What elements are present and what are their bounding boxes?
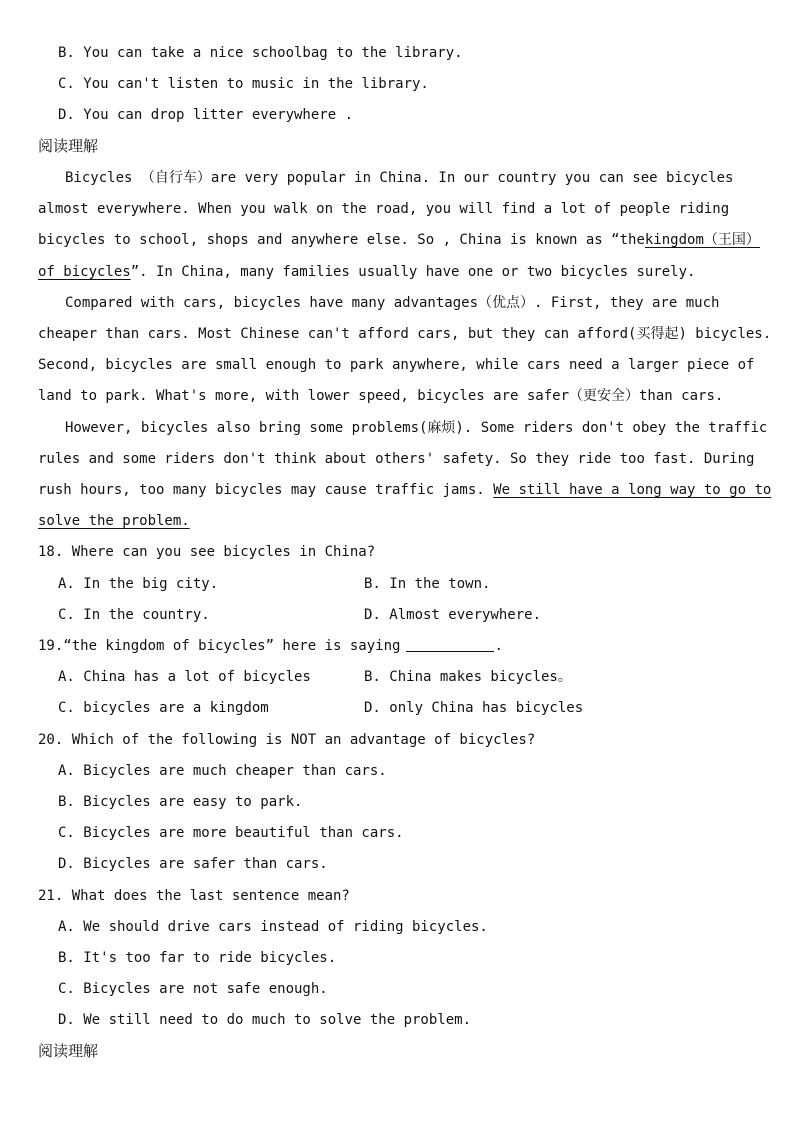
underlined-phrase: kingdom（王国） <box>644 232 760 248</box>
option-line: B. You can take a nice schoolbag to the library. <box>58 45 463 61</box>
section-title: 阅读理解 <box>38 1042 99 1060</box>
answer-option: A. In the big city. <box>58 576 219 592</box>
answer-option: C. Bicycles are more beautiful than cars. <box>58 825 404 841</box>
answer-option: B. Bicycles are easy to park. <box>58 794 303 810</box>
passage-line: rules and some riders don't think about others' safety. So they ride too fast. During <box>38 451 755 467</box>
option-row <box>58 600 750 631</box>
option-row <box>58 693 750 724</box>
section-title: 阅读理解 <box>38 137 99 155</box>
question-text-end: . <box>494 638 503 654</box>
passage-line: land to park. What's more, with lower speed, bicycles are safer（更安全）than cars. <box>38 388 724 404</box>
passage-line: Bicycles （自行车）are very popular in China. In our country you can see bicycles <box>65 170 734 186</box>
answer-option: A. We should drive cars instead of riding bicycles. <box>58 919 488 935</box>
passage-line: Second, bicycles are small enough to park anywhere, while cars need a larger piece of <box>38 357 755 373</box>
answer-option: A. China has a lot of bicycles <box>58 669 311 685</box>
option-line: D. You can drop litter everywhere . <box>58 107 354 123</box>
option-row <box>58 662 750 693</box>
answer-option: C. bicycles are a kingdom <box>58 700 269 716</box>
passage-line: almost everywhere. When you walk on the road, you will find a lot of people riding <box>38 201 730 217</box>
passage-line <box>38 506 750 537</box>
passage-line: Compared with cars, bicycles have many advantages（优点）. First, they are much <box>65 295 720 311</box>
answer-option: C. Bicycles are not safe enough. <box>58 981 328 997</box>
question-stem: 21. What does the last sentence mean? <box>38 888 350 904</box>
question-stem: 20. Which of the following is NOT an advantage of bicycles? <box>38 732 536 748</box>
underlined-sentence: We still have a long way to go to <box>493 482 772 498</box>
question-stem <box>38 631 750 662</box>
answer-option: B. China makes bicycles。 <box>364 669 572 685</box>
passage-text: rush hours, too many bicycles may cause traffic jams. <box>38 482 494 498</box>
passage-line: cheaper than cars. Most Chinese can't afford cars, but they can afford(买得起) bicycles. <box>38 326 772 342</box>
answer-option: D. Bicycles are safer than cars. <box>58 856 328 872</box>
question-text: 19.“the kingdom of bicycles” here is saying <box>38 638 401 654</box>
underlined-phrase: of bicycles <box>38 264 131 280</box>
passage-text: ”. In China, many families usually have one or two bicycles surely. <box>130 264 696 280</box>
passage-line <box>38 257 750 288</box>
answer-option: B. It's too far to ride bicycles. <box>58 950 337 966</box>
passage-line <box>38 225 760 256</box>
question-stem: 18. Where can you see bicycles in China? <box>38 544 376 560</box>
answer-option: B. In the town. <box>364 576 491 592</box>
option-row <box>58 569 750 600</box>
answer-option: C. In the country. <box>58 607 210 623</box>
underlined-sentence: solve the problem. <box>38 513 190 529</box>
passage-line: However, bicycles also bring some problems(麻烦). Some riders don't obey the traffic <box>65 420 768 436</box>
option-line: C. You can't listen to music in the library. <box>58 76 429 92</box>
passage-text: bicycles to school, shops and anywhere else. So , China is known as “the <box>38 232 645 248</box>
passage-line <box>38 475 772 506</box>
answer-option: D. Almost everywhere. <box>364 607 542 623</box>
answer-blank[interactable] <box>406 637 494 652</box>
answer-option: D. only China has bicycles <box>364 700 584 716</box>
answer-option: A. Bicycles are much cheaper than cars. <box>58 763 387 779</box>
answer-option: D. We still need to do much to solve the problem. <box>58 1012 472 1028</box>
